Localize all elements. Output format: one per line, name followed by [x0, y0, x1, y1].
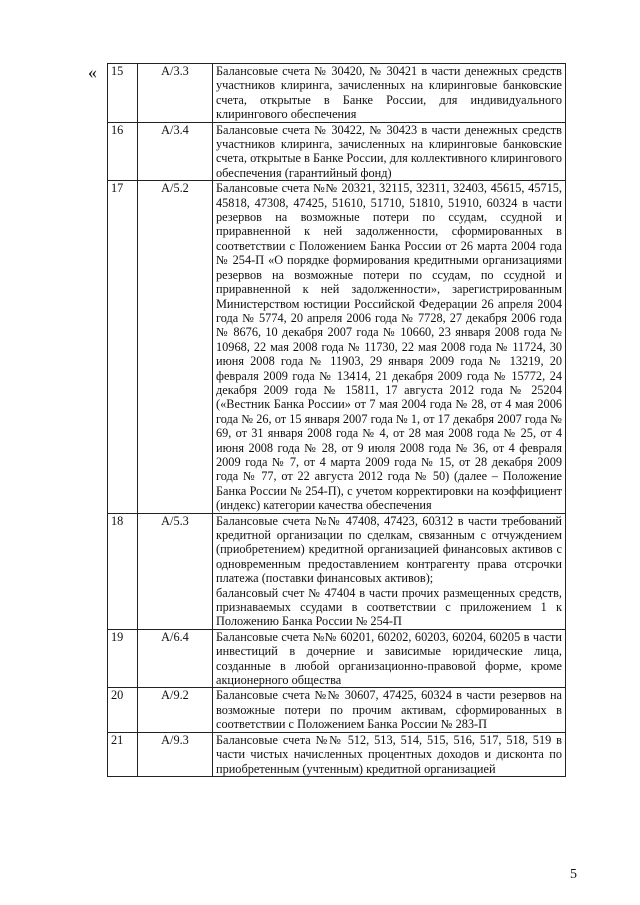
- description-paragraph: Балансовые счета №№ 47408, 47423, 60312 в части требований кредитной организации по сделкам, связанным с отчуждением (приобретением) кредитной организацией финансовых активов с одновременным предоставлением контрагенту права отсрочки платежа (поставки финансовых активов);: [216, 513, 562, 586]
- indicator-code: А/5.2: [138, 181, 213, 513]
- account-description: [213, 181, 566, 513]
- row-number: 16: [108, 122, 138, 181]
- account-description: [213, 122, 566, 181]
- row-number: 20: [108, 688, 138, 732]
- row-number: 18: [108, 513, 138, 629]
- table-row: [108, 64, 566, 123]
- indicator-code: А/6.4: [138, 629, 213, 688]
- table-body: [108, 64, 566, 777]
- account-description: [213, 732, 566, 776]
- table-row: [108, 181, 566, 513]
- table-row: [108, 629, 566, 688]
- description-paragraph: Балансовые счета № 30420, № 30421 в части денежных средств участников клиринга, зачисленных на клиринговые банковские счета, открытые в Банке России, для индивидуального клирингового обеспечения: [216, 64, 562, 122]
- indicator-code: А/9.2: [138, 688, 213, 732]
- indicator-code: А/9.3: [138, 732, 213, 776]
- row-number: 15: [108, 64, 138, 123]
- opening-quote-mark: «: [88, 62, 97, 82]
- indicator-code: А/3.4: [138, 122, 213, 181]
- description-paragraph: Балансовые счета №№ 60201, 60202, 60203, 60204, 60205 в части инвестиций в дочерние и зависимые юридические лица, созданные в любой организационно-правовой форме, кроме акционерного общества: [216, 629, 562, 688]
- description-paragraph: Балансовые счета №№ 30607, 47425, 60324 в части резервов на возможные потери по прочим активам, сформированных в соответствии с Положением Банка России № 283-П: [216, 688, 562, 732]
- indicator-code: А/3.3: [138, 64, 213, 123]
- description-paragraph: Балансовые счета №№ 512, 513, 514, 515, 516, 517, 518, 519 в части чистых начисленных процентных доходов и дисконта по приобретенным (учтенным) кредитной организацией: [216, 732, 562, 776]
- account-description: [213, 688, 566, 732]
- table-row: [108, 513, 566, 629]
- row-number: 21: [108, 732, 138, 776]
- balance-accounts-table: [107, 63, 566, 777]
- account-description: [213, 513, 566, 629]
- account-description: [213, 629, 566, 688]
- description-paragraph: Балансовые счета №№ 20321, 32115, 32311, 32403, 45615, 45715, 45818, 47308, 47425, 51610, 51710, 51810, 51910, 60324 в части резервов на возможные потери по ссудам, ссудной и приравненной к ней задолженности, сформированных в соответствии с Положением Банка России от 26 марта 2004 года № 254-П «О порядке формирования кредитными организациями резервов на возможные потери по ссудам, по ссудной и приравненной к ней задолженности», зарегистрированным Министерством юстиции Российской Федерации 26 апреля 2004 года № 5774, 20 апреля 2006 года № 7728, 27 декабря 2006 года № 8676, 10 декабря 2007 года № 10660, 23 января 2008 года № 10968, 22 мая 2008 года № 11730, 22 мая 2008 года № 11724, 30 июня 2008 года № 11903, 29 января 2009 года № 13219, 20 февраля 2009 года № 13414, 21 декабря 2009 года № 15772, 24 декабря 2009 года № 15811, 17 августа 2012 года № 25204 («Вестник Банка России» от 7 мая 2004 года № 28, от 4 мая 2006 года № 26, от 15 января 2007 года № 1, от 17 декабря 2007 года № 69, от 31 января 2008 года № 4, от 28 мая 2008 года № 25, от 4 июня 2008 года № 28, от 9 июля 2008 года № 36, от 4 февраля 2009 года № 7, от 4 марта 2009 года № 15, от 28 декабря 2009 года № 77, от 22 августа 2012 года № 50) (далее – Положение Банка России № 254-П), с учетом корректировки на коэффициент (индекс) категории качества обеспечения: [216, 181, 562, 513]
- page-bottom-margin: [107, 859, 577, 905]
- row-number: 19: [108, 629, 138, 688]
- description-paragraph: балансовый счет № 47404 в части прочих размещенных средств, признаваемых ссудами в соответствии с приложением 1 к Положению Банка России № 254-П: [216, 585, 562, 629]
- table-row: [108, 732, 566, 776]
- indicator-code: А/5.3: [138, 513, 213, 629]
- row-number: 17: [108, 181, 138, 513]
- table-row: [108, 122, 566, 181]
- account-description: [213, 64, 566, 123]
- description-paragraph: Балансовые счета № 30422, № 30423 в части денежных средств участников клиринга, зачисленных на клиринговые банковские счета, открытые в Банке России, для коллективного клирингового обеспечения (гарантийный фонд): [216, 122, 562, 180]
- table-row: [108, 688, 566, 732]
- page-number: 5: [570, 867, 577, 882]
